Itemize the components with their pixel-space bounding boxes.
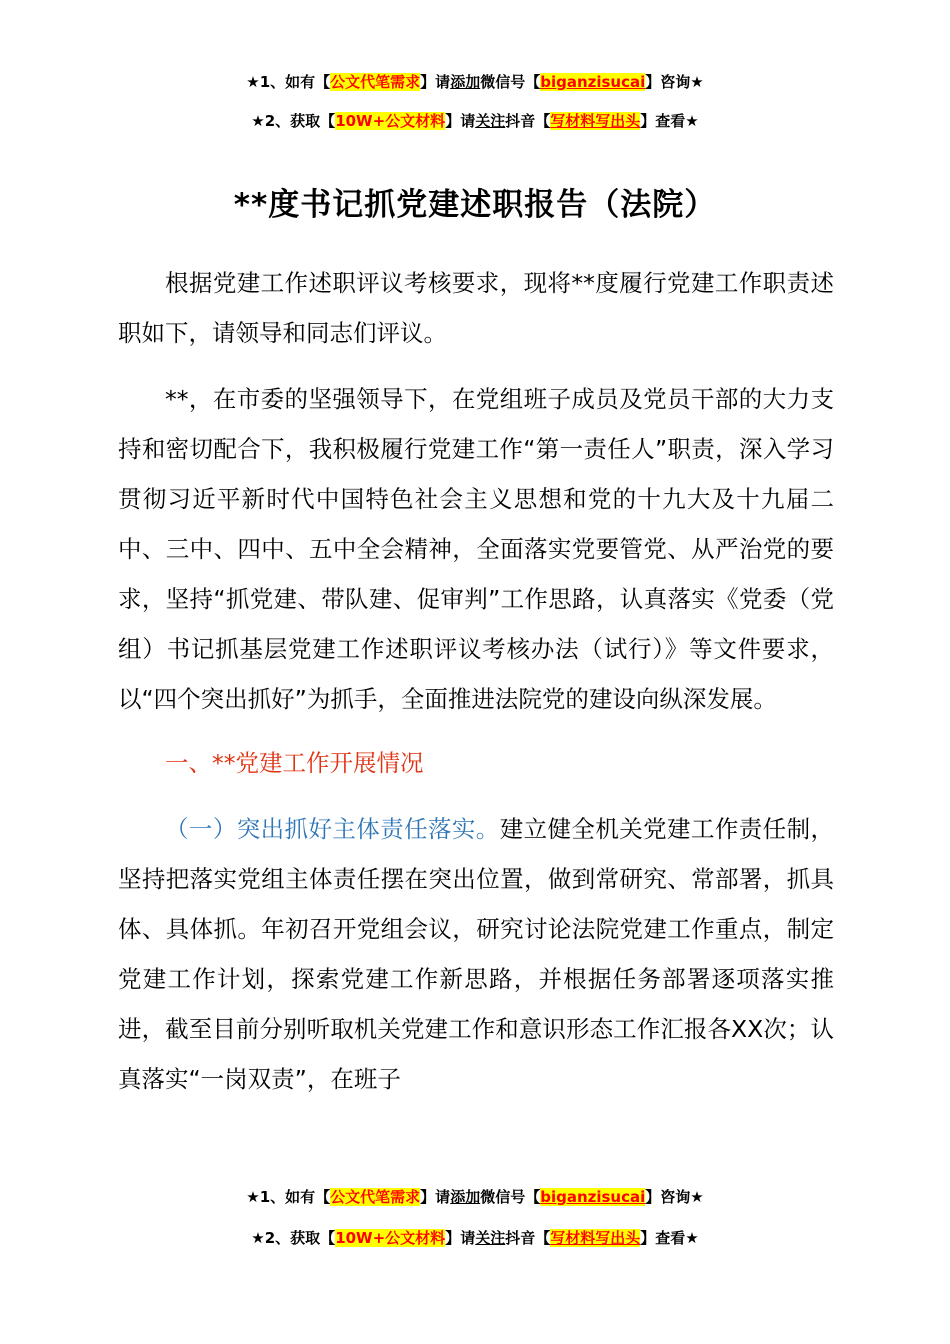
overview-paragraph: **，在市委的坚强领导下，在党组班子成员及党员干部的大力支持和密切配合下，我积极履行党建工作“第一责任人”职责，深入学习贯彻习近平新时代中国特色社会主义思想和党的十九大及十九届二中、三中、四中、五中全会精神，全面落实党要管党、从严治党的要求，坚持“抓党建、带队建、促审判”工作思路，认真落实《党委（党组）书记抓基层党建工作述职评议考核办法（试行）》等文件要求，以“四个突出抓好”为抓手，全面推进法院党的建设向纵深发展。 [118, 385, 834, 713]
subsection-paragraph [118, 804, 834, 1104]
banner-text: 】请 [445, 1229, 476, 1247]
banner-wechat-id-link[interactable]: biganzisucai [540, 73, 646, 91]
banner-underlined-text: 添加 [450, 1188, 481, 1206]
banner-douyin-id-link[interactable]: 写材料写出头 [550, 112, 641, 130]
banner-underlined-text: 添加 [450, 73, 481, 91]
subsection-heading: （一）突出抓好主体责任落实。 [165, 815, 500, 843]
banner-suffix: 】查看★ [640, 112, 699, 130]
top-banner-line-2 [0, 110, 950, 132]
banner-text: 】请 [420, 73, 451, 91]
banner-douyin-id-link[interactable]: 写材料写出头 [550, 1229, 641, 1247]
banner-wechat-id-link[interactable]: biganzisucai [540, 1188, 646, 1206]
bottom-banner-line-1 [0, 1186, 950, 1208]
banner-text: 】请 [420, 1188, 451, 1206]
bottom-banner-line-2 [0, 1227, 950, 1249]
intro-paragraph: 根据党建工作述职评议考核要求，现将**度履行党建工作职责述职如下，请领导和同志们评议。 [118, 269, 834, 347]
banner-prefix: ★2、获取【 [251, 1229, 336, 1247]
banner-text: 】请 [445, 112, 476, 130]
subsection-body: 建立健全机关党建工作责任制，坚持把落实党组主体责任摆在突出位置，做到常研究、常部署，抓具体、具体抓。年初召开党组会议，研究讨论法院党建工作重点，制定党建工作计划，探索党建工作新思路，并根据任务部署逐项落实推进，截至目前分别听取机关党建工作和意识形态工作汇报各XX次；认真落实“一岗双责”，在班子 [118, 815, 834, 1093]
document-title: **度书记抓党建述职报告（法院） [233, 187, 717, 223]
section-heading: 一、**党建工作开展情况 [165, 749, 424, 777]
banner-suffix: 】咨询★ [645, 1188, 704, 1206]
banner-underlined-text: 关注 [475, 1229, 506, 1247]
banner-underlined-text: 关注 [475, 112, 506, 130]
banner-prefix: ★2、获取【 [251, 112, 336, 130]
document-body [118, 258, 834, 1104]
top-banner-line-1 [0, 71, 950, 93]
banner-text: 微信号【 [480, 73, 541, 91]
banner-text: 微信号【 [480, 1188, 541, 1206]
banner-highlight-materials: 10W+公文材料 [335, 1229, 446, 1247]
banner-suffix: 】查看★ [640, 1229, 699, 1247]
banner-highlight-service: 公文代笔需求 [330, 1188, 421, 1206]
banner-prefix: ★1、如有【 [246, 1188, 331, 1206]
banner-highlight-service: 公文代笔需求 [330, 73, 421, 91]
banner-suffix: 】咨询★ [645, 73, 704, 91]
banner-prefix: ★1、如有【 [246, 73, 331, 91]
banner-text: 抖音【 [505, 112, 551, 130]
banner-text: 抖音【 [505, 1229, 551, 1247]
banner-highlight-materials: 10W+公文材料 [335, 112, 446, 130]
